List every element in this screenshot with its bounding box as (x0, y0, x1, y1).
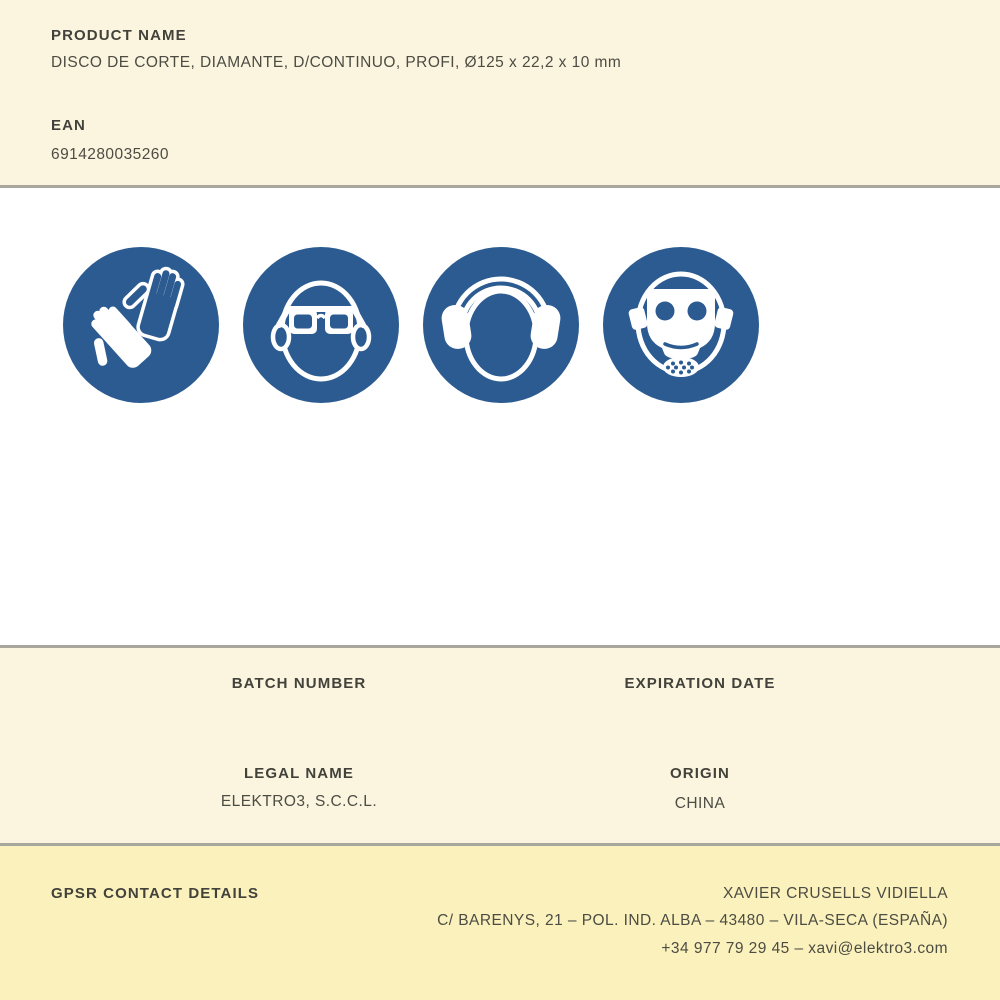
gpsr-contact-name: XAVIER CRUSELLS VIDIELLA (722, 885, 948, 902)
expiration-date-label: EXPIRATION DATE (624, 675, 776, 692)
safety-icons-section (0, 188, 1000, 645)
wear-respiratory-protection-icon (603, 247, 759, 403)
wear-ear-protection-icon (423, 247, 579, 403)
origin-value: CHINA (674, 795, 726, 812)
product-name-value: DISCO DE CORTE, DIAMANTE, D/CONTINUO, PROFI, Ø125 x 22,2 x 10 mm (51, 54, 622, 71)
legal-name-label: LEGAL NAME (244, 765, 354, 782)
ean-label: EAN (51, 117, 86, 134)
product-header-section (0, 0, 1000, 185)
wear-respiratory-protection-icon (603, 247, 759, 403)
wear-eye-protection-icon (243, 247, 399, 403)
legal-name-value: ELEKTRO3, S.C.C.L. (220, 793, 378, 810)
gpsr-contact-details-label: GPSR CONTACT DETAILS (51, 885, 260, 902)
origin-label: ORIGIN (670, 765, 730, 782)
product-name-label: PRODUCT NAME (51, 27, 187, 44)
wear-protective-gloves-icon (63, 247, 219, 403)
wear-ear-protection-icon (423, 247, 579, 403)
wear-protective-gloves-icon (63, 247, 219, 403)
gpsr-contact-address: C/ BARENYS, 21 – POL. IND. ALBA – 43480 – VILA-SECA (ESPAÑA) (437, 912, 948, 929)
gpsr-contact-section (0, 846, 1000, 1000)
batch-number-label: BATCH NUMBER (231, 675, 367, 692)
ean-value: 6914280035260 (51, 146, 169, 163)
gpsr-contact-phone-email: +34 977 79 29 45 – xavi@elektro3.com (661, 940, 948, 957)
traceability-section (0, 648, 1000, 843)
wear-eye-protection-icon (243, 247, 399, 403)
